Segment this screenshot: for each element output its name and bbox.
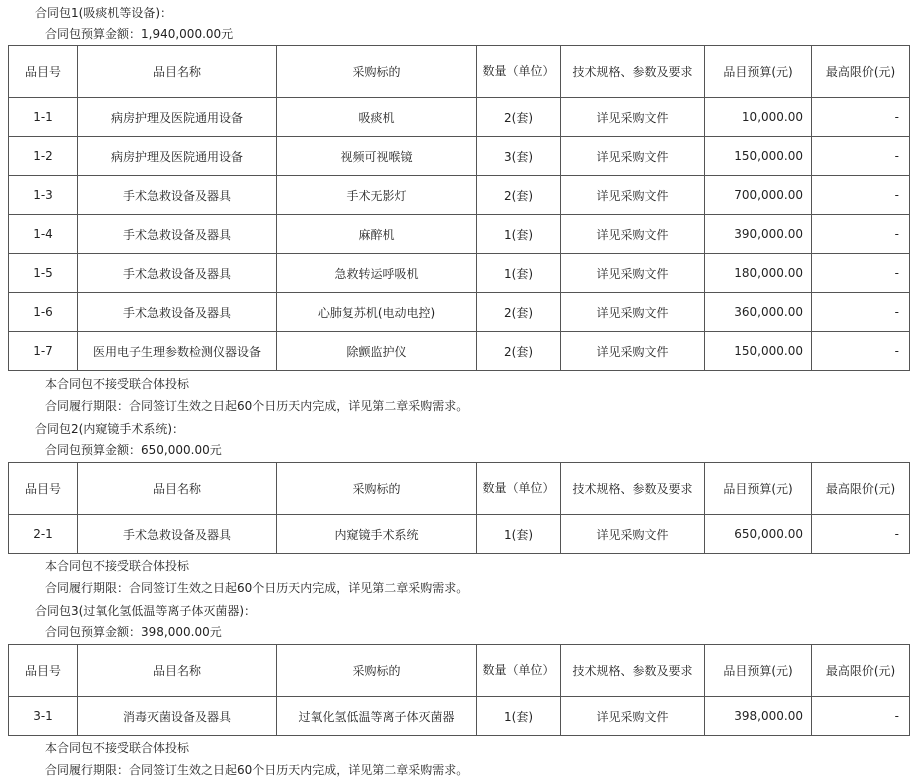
header-spec: 技术规格、参数及要求 — [561, 645, 705, 697]
cell-item-no: 1-5 — [9, 254, 78, 293]
cell-spec: 详见采购文件 — [561, 515, 705, 554]
header-item-no: 品目号 — [9, 463, 78, 515]
table-row — [9, 515, 910, 554]
cell-item-name: 手术急救设备及器具 — [78, 293, 277, 332]
cell-procurement-target: 吸痰机 — [277, 98, 477, 137]
cell-item-no: 1-6 — [9, 293, 78, 332]
table-row — [9, 254, 910, 293]
package-2-term-note: 合同履行期限：合同签订生效之日起60个日历天内完成，详见第二章采购需求。 — [45, 581, 469, 595]
cell-spec: 详见采购文件 — [561, 293, 705, 332]
cell-item-no: 1-1 — [9, 98, 78, 137]
cell-quantity: 1(套) — [477, 215, 561, 254]
package-1-term-note: 合同履行期限：合同签订生效之日起60个日历天内完成，详见第二章采购需求。 — [45, 399, 469, 413]
cell-budget: 650,000.00 — [705, 515, 812, 554]
table-row — [9, 176, 910, 215]
cell-item-name: 病房护理及医院通用设备 — [78, 98, 277, 137]
cell-quantity: 2(套) — [477, 332, 561, 371]
cell-procurement-target: 内窥镜手术系统 — [277, 515, 477, 554]
header-item-name: 品目名称 — [78, 463, 277, 515]
cell-item-no: 2-1 — [9, 515, 78, 554]
header-procurement-target: 采购标的 — [277, 463, 477, 515]
cell-spec: 详见采购文件 — [561, 176, 705, 215]
package-1-consortium-note: 本合同包不接受联合体投标 — [45, 377, 190, 391]
cell-spec: 详见采购文件 — [561, 98, 705, 137]
table-row — [9, 332, 910, 371]
package-3-table — [8, 644, 910, 736]
cell-item-no: 1-7 — [9, 332, 78, 371]
cell-max-price: - — [812, 697, 910, 736]
cell-quantity: 1(套) — [477, 515, 561, 554]
cell-item-name: 手术急救设备及器具 — [78, 176, 277, 215]
cell-budget: 360,000.00 — [705, 293, 812, 332]
table-row — [9, 293, 910, 332]
cell-procurement-target: 视频可视喉镜 — [277, 137, 477, 176]
cell-budget: 180,000.00 — [705, 254, 812, 293]
table-row — [9, 98, 910, 137]
table-row — [9, 137, 910, 176]
header-item-no: 品目号 — [9, 645, 78, 697]
header-max-price: 最高限价(元) — [812, 46, 910, 98]
cell-procurement-target: 过氧化氢低温等离子体灭菌器 — [277, 697, 477, 736]
cell-quantity: 1(套) — [477, 697, 561, 736]
header-budget: 品目预算(元) — [705, 463, 812, 515]
cell-spec: 详见采购文件 — [561, 254, 705, 293]
package-1-table — [8, 45, 910, 371]
cell-spec: 详见采购文件 — [561, 215, 705, 254]
cell-max-price: - — [812, 515, 910, 554]
table-header-row — [9, 46, 910, 98]
cell-max-price: - — [812, 215, 910, 254]
cell-quantity: 1(套) — [477, 254, 561, 293]
cell-item-name: 手术急救设备及器具 — [78, 215, 277, 254]
package-3-term-note: 合同履行期限：合同签订生效之日起60个日历天内完成，详见第二章采购需求。 — [45, 763, 469, 777]
cell-budget: 390,000.00 — [705, 215, 812, 254]
header-quantity: 数量（单位） — [477, 645, 561, 697]
cell-item-name: 手术急救设备及器具 — [78, 515, 277, 554]
table-row — [9, 697, 910, 736]
package-3-title: 合同包3(过氧化氢低温等离子体灭菌器)： — [35, 604, 256, 618]
cell-item-name: 消毒灭菌设备及器具 — [78, 697, 277, 736]
table-header-row — [9, 463, 910, 515]
cell-max-price: - — [812, 137, 910, 176]
header-item-no: 品目号 — [9, 46, 78, 98]
table-row — [9, 215, 910, 254]
package-3-budget: 合同包预算金额：398,000.00元 — [45, 625, 222, 639]
header-item-name: 品目名称 — [78, 46, 277, 98]
cell-item-name: 医用电子生理参数检测仪器设备 — [78, 332, 277, 371]
header-budget: 品目预算(元) — [705, 46, 812, 98]
cell-item-no: 1-3 — [9, 176, 78, 215]
cell-spec: 详见采购文件 — [561, 332, 705, 371]
cell-procurement-target: 除颤监护仪 — [277, 332, 477, 371]
package-2-consortium-note: 本合同包不接受联合体投标 — [45, 559, 190, 573]
cell-procurement-target: 心肺复苏机(电动电控) — [277, 293, 477, 332]
cell-quantity: 3(套) — [477, 137, 561, 176]
package-1-title: 合同包1(吸痰机等设备)： — [35, 6, 172, 20]
cell-max-price: - — [812, 332, 910, 371]
cell-item-name: 手术急救设备及器具 — [78, 254, 277, 293]
cell-max-price: - — [812, 254, 910, 293]
cell-quantity: 2(套) — [477, 176, 561, 215]
cell-max-price: - — [812, 293, 910, 332]
cell-item-no: 1-4 — [9, 215, 78, 254]
table-header-row — [9, 645, 910, 697]
cell-budget: 150,000.00 — [705, 332, 812, 371]
header-quantity: 数量（单位） — [477, 46, 561, 98]
header-spec: 技术规格、参数及要求 — [561, 46, 705, 98]
cell-procurement-target: 麻醉机 — [277, 215, 477, 254]
package-1-budget: 合同包预算金额：1,940,000.00元 — [45, 27, 234, 41]
header-max-price: 最高限价(元) — [812, 463, 910, 515]
package-2-budget: 合同包预算金额：650,000.00元 — [45, 443, 222, 457]
header-budget: 品目预算(元) — [705, 645, 812, 697]
cell-budget: 398,000.00 — [705, 697, 812, 736]
cell-spec: 详见采购文件 — [561, 137, 705, 176]
cell-max-price: - — [812, 98, 910, 137]
header-procurement-target: 采购标的 — [277, 645, 477, 697]
header-max-price: 最高限价(元) — [812, 645, 910, 697]
cell-budget: 700,000.00 — [705, 176, 812, 215]
cell-item-no: 3-1 — [9, 697, 78, 736]
cell-item-no: 1-2 — [9, 137, 78, 176]
cell-budget: 10,000.00 — [705, 98, 812, 137]
cell-max-price: - — [812, 176, 910, 215]
cell-budget: 150,000.00 — [705, 137, 812, 176]
cell-quantity: 2(套) — [477, 293, 561, 332]
cell-procurement-target: 手术无影灯 — [277, 176, 477, 215]
cell-item-name: 病房护理及医院通用设备 — [78, 137, 277, 176]
header-procurement-target: 采购标的 — [277, 46, 477, 98]
cell-spec: 详见采购文件 — [561, 697, 705, 736]
cell-quantity: 2(套) — [477, 98, 561, 137]
header-item-name: 品目名称 — [78, 645, 277, 697]
package-2-table — [8, 462, 910, 554]
header-quantity: 数量（单位） — [477, 463, 561, 515]
header-spec: 技术规格、参数及要求 — [561, 463, 705, 515]
package-3-consortium-note: 本合同包不接受联合体投标 — [45, 741, 190, 755]
package-2-title: 合同包2(内窥镜手术系统)： — [35, 422, 184, 436]
cell-procurement-target: 急救转运呼吸机 — [277, 254, 477, 293]
